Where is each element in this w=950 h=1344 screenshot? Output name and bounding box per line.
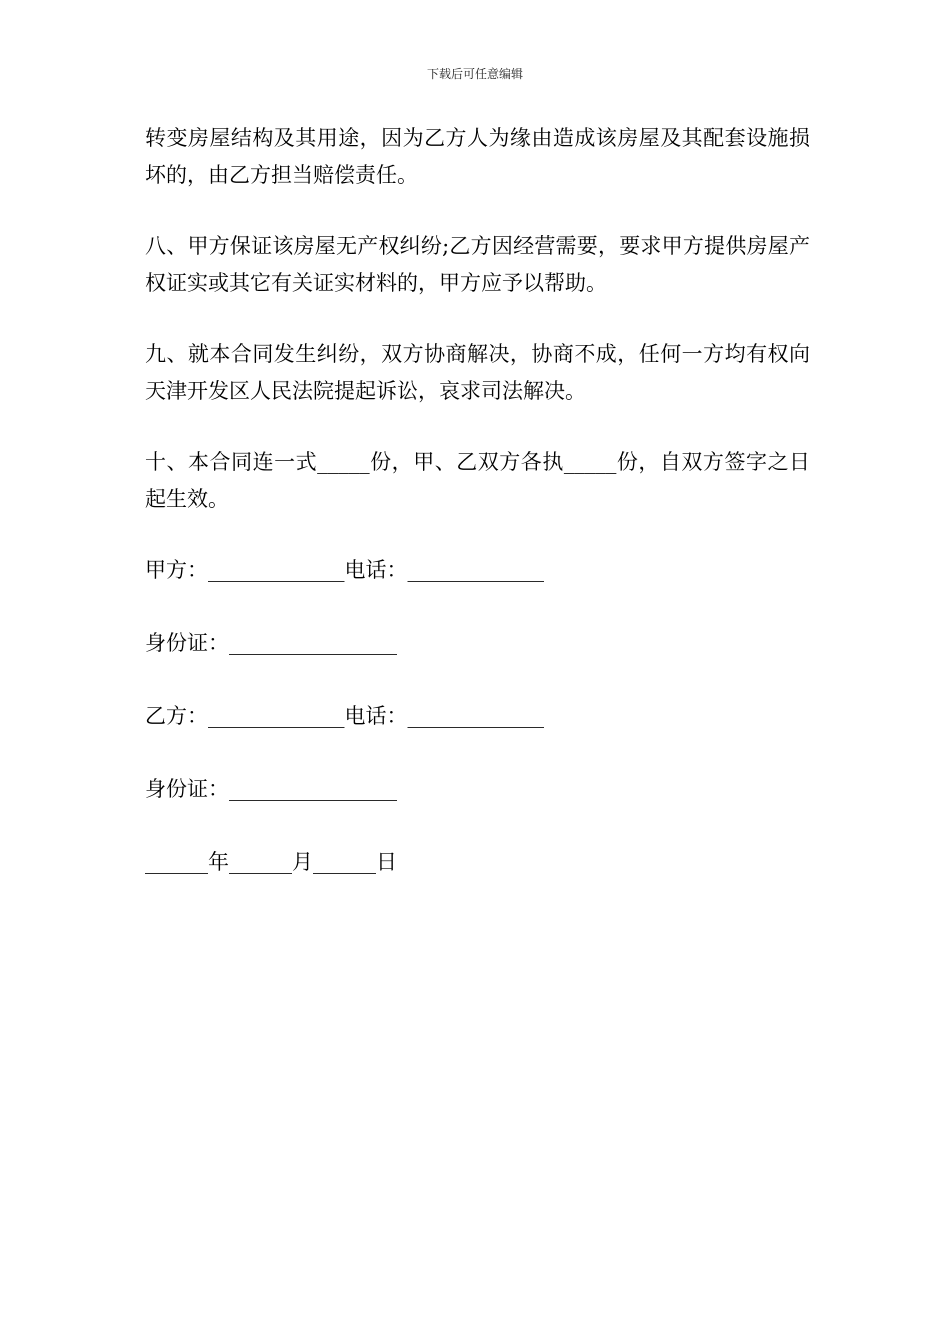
document-body	[145, 120, 810, 917]
date-line: ______年______月______日	[145, 850, 397, 874]
party-a-id-line: 身份证：________________	[145, 631, 397, 655]
clause-10: 十、本合同连一式_____份，甲、乙双方各执_____份，自双方签字之日起生效。	[145, 450, 810, 511]
clause-9: 九、就本合同发生纠纷，双方协商解决，协商不成，任何一方均有权向天津开发区人民法院提起诉讼，哀求司法解决。	[145, 342, 810, 403]
page-header: 下载后可任意编辑	[426, 67, 523, 81]
party-a-line: 甲方：_____________电话：_____________	[145, 558, 544, 582]
party-b-line: 乙方：_____________电话：_____________	[145, 704, 544, 728]
party-b-id-line: 身份证：________________	[145, 777, 397, 801]
clause-8: 八、甲方保证该房屋无产权纠纷;乙方因经营需要，要求甲方提供房屋产权证实或其它有关证实材料的，甲方应予以帮助。	[145, 234, 810, 295]
paragraph-continuation: 转变房屋结构及其用途，因为乙方人为缘由造成该房屋及其配套设施损坏的，由乙方担当赔偿责任。	[145, 126, 810, 187]
